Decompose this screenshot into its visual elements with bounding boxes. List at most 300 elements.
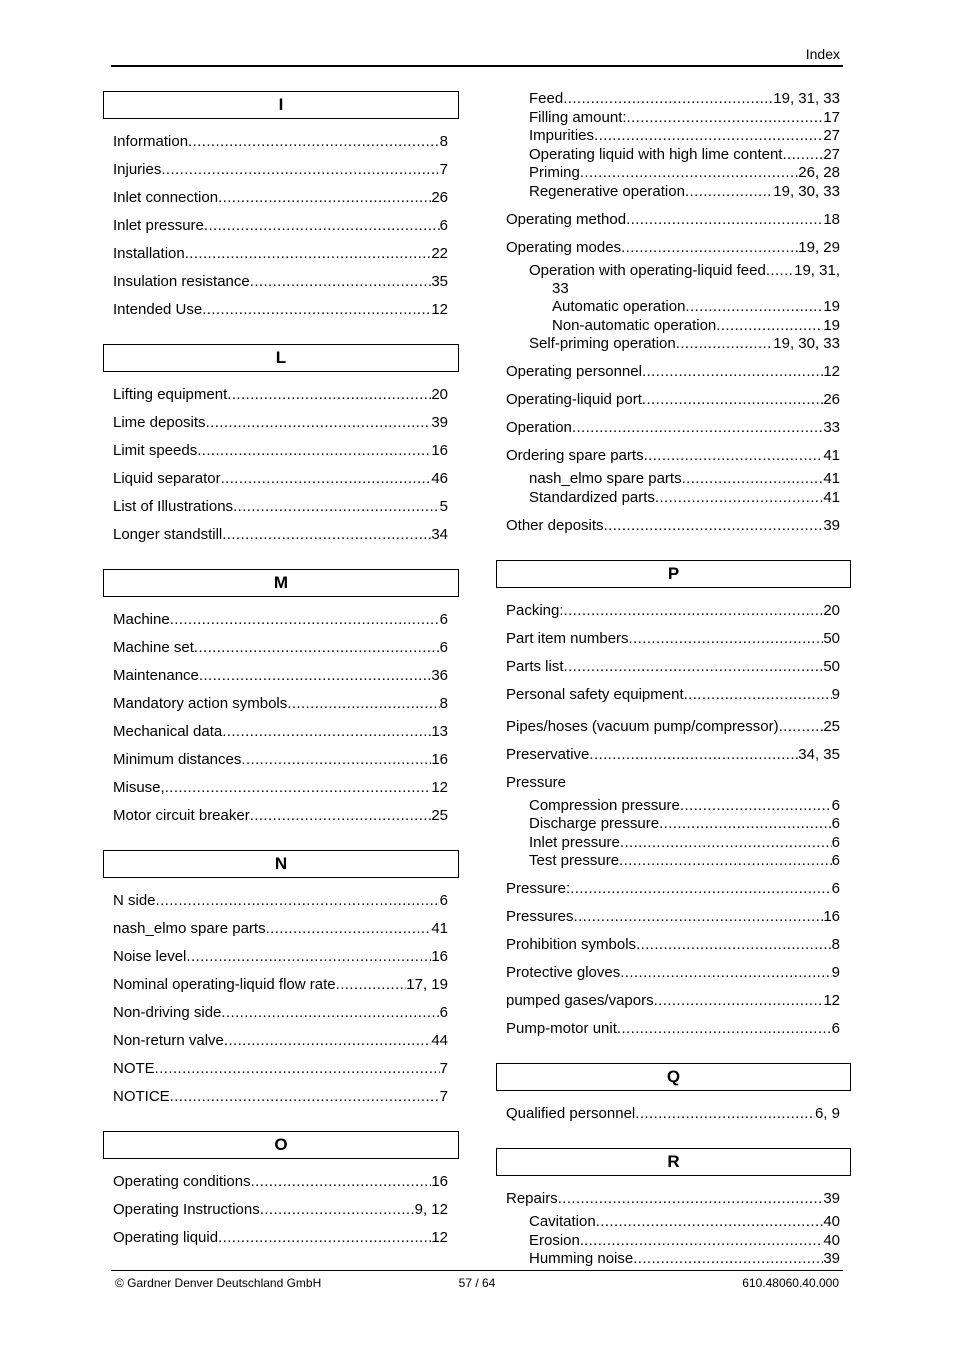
index-entry <box>103 414 459 432</box>
dot-leader <box>659 815 832 833</box>
dot-leader <box>194 639 440 657</box>
entry-term: Lime deposits <box>113 414 206 431</box>
entry-page-reference: 5 <box>439 498 448 515</box>
entry-page-reference: 19, 30, 33 <box>773 335 840 352</box>
entry-page-reference: 26, 28 <box>798 164 840 181</box>
entry-term: Priming <box>529 164 580 181</box>
index-entry <box>496 746 851 764</box>
entry-page-reference: 50 <box>823 629 840 647</box>
entry-term: Protective gloves <box>506 964 621 981</box>
entry-page-reference: 17 <box>823 108 840 126</box>
dot-leader <box>250 807 432 825</box>
entry-page-reference: 16 <box>431 751 448 768</box>
index-entry <box>496 391 851 409</box>
entry-page-reference: 12 <box>823 363 840 380</box>
dot-leader <box>685 298 823 316</box>
entry-term: Prohibition symbols <box>506 936 637 953</box>
index-entry <box>496 164 851 182</box>
entry-page-reference: 19, 31, 33 <box>773 90 840 107</box>
entry-term: pumped gases/vapors <box>506 992 654 1009</box>
dot-leader <box>626 211 823 229</box>
entry-term: NOTICE <box>113 1088 170 1105</box>
dot-leader <box>589 746 798 764</box>
entry-term: Misuse, <box>113 779 165 796</box>
entry-term: Automatic operation <box>552 298 686 315</box>
index-entry <box>103 920 459 938</box>
dot-leader <box>644 447 824 465</box>
dot-leader <box>596 1213 824 1231</box>
entry-page-reference: 39 <box>431 414 448 431</box>
entry-term: Non-automatic operation <box>552 316 717 334</box>
entry-term: Liquid separator <box>113 470 221 487</box>
index-section <box>103 91 459 319</box>
entry-page-reference: 46 <box>431 470 448 487</box>
entry-term: Operating-liquid port <box>506 391 642 408</box>
entry-page-reference: 39 <box>823 516 840 534</box>
dot-leader <box>584 1232 823 1250</box>
dot-leader <box>266 920 432 938</box>
index-entry <box>496 211 851 229</box>
index-entry <box>496 419 851 437</box>
index-entry <box>103 273 459 291</box>
index-entry <box>496 489 851 507</box>
dot-leader <box>156 892 440 910</box>
index-entry <box>496 90 851 108</box>
entry-term: Non-driving side <box>113 1004 222 1021</box>
dot-leader <box>594 127 823 145</box>
entry-term: nash_elmo spare parts <box>113 920 266 937</box>
dot-leader <box>619 852 832 870</box>
index-entry <box>496 262 851 280</box>
entry-page-reference: 12 <box>431 301 448 318</box>
dot-leader <box>233 498 440 516</box>
index-entry <box>496 447 851 465</box>
dot-leader <box>161 161 439 179</box>
entry-term: List of Illustrations <box>113 498 234 515</box>
dot-leader <box>165 779 432 797</box>
index-entry <box>103 639 459 657</box>
entry-page-reference: 6 <box>439 892 448 909</box>
index-section <box>496 1063 851 1123</box>
entry-page-reference: 26 <box>823 391 840 408</box>
entry-term: Inlet pressure <box>529 833 620 851</box>
index-section <box>103 344 459 544</box>
index-section <box>103 1131 459 1247</box>
dot-leader <box>682 470 824 488</box>
index-entry <box>496 936 851 954</box>
section-letter-heading: P <box>496 560 851 588</box>
index-entry <box>103 976 459 994</box>
entry-page-reference: 41 <box>823 447 840 464</box>
entry-page-reference: 9, 12 <box>414 1201 448 1218</box>
index-entry <box>496 127 851 145</box>
dot-leader <box>204 217 440 235</box>
index-entry <box>103 245 459 263</box>
dot-leader <box>564 658 824 676</box>
index-entry <box>103 807 459 825</box>
index-entry <box>103 1201 459 1219</box>
entry-page-reference: 13 <box>431 723 448 740</box>
index-entry <box>103 161 459 179</box>
entry-term: NOTE <box>113 1060 155 1077</box>
index-entry <box>496 964 851 982</box>
entry-page-reference: 39 <box>823 1190 840 1207</box>
index-entry <box>103 442 459 460</box>
dot-leader <box>620 964 831 982</box>
index-entry <box>103 1060 459 1078</box>
index-entry <box>496 1105 851 1123</box>
index-entry <box>496 470 851 488</box>
entry-page-reference: 16 <box>431 948 448 965</box>
index-entry <box>496 718 851 736</box>
dot-leader <box>221 1004 439 1022</box>
entry-page-reference: 19 <box>823 316 840 334</box>
dot-leader <box>680 797 832 815</box>
index-entry <box>496 834 851 852</box>
entry-term: Operating liquid <box>113 1229 219 1246</box>
entry-term: Operating personnel <box>506 363 642 380</box>
index-entry <box>103 723 459 741</box>
entry-term: Inlet pressure <box>113 217 204 234</box>
dot-leader <box>241 751 431 769</box>
entry-term: Impurities <box>529 127 595 144</box>
section-entries <box>496 1105 851 1123</box>
entry-term: Intended Use <box>113 301 203 318</box>
section-letter-heading: I <box>103 91 459 119</box>
entry-page-reference: 39 <box>823 1250 840 1267</box>
entry-page-reference: 9 <box>831 964 840 981</box>
entry-term: Discharge pressure <box>529 815 660 832</box>
entry-page-reference: 6 <box>831 833 840 851</box>
dot-leader <box>636 936 832 954</box>
entry-page-reference: 16 <box>431 1173 448 1190</box>
index-entry <box>103 470 459 488</box>
section-entries <box>103 133 459 319</box>
index-section <box>496 1148 851 1268</box>
dot-leader <box>685 183 773 201</box>
index-entry <box>103 301 459 319</box>
dot-leader <box>563 90 773 108</box>
index-entry <box>496 815 851 833</box>
dot-leader <box>185 245 432 263</box>
entry-page-reference: 41 <box>431 920 448 937</box>
entry-page-reference: 6 <box>439 639 448 656</box>
index-entry <box>103 948 459 966</box>
index-entry <box>496 363 851 381</box>
left-index-column <box>103 91 459 1247</box>
section-entries <box>496 602 851 1039</box>
entry-term: Pressure: <box>506 880 571 897</box>
dot-leader <box>170 611 440 629</box>
entry-term: Operating liquid with high lime content <box>529 145 783 163</box>
entry-term: Qualified personnel <box>506 1105 636 1122</box>
entry-page-reference: 34, 35 <box>798 745 840 763</box>
dot-leader <box>221 470 432 488</box>
dot-leader <box>779 718 824 736</box>
entry-term: Mandatory action symbols <box>113 695 288 712</box>
entry-page-reference: 6 <box>439 611 448 628</box>
dot-leader <box>227 386 431 404</box>
entry-term: Installation <box>113 245 185 262</box>
dot-leader <box>170 1088 440 1106</box>
index-entry <box>103 611 459 629</box>
section-letter-heading: M <box>103 569 459 597</box>
header-rule <box>111 65 843 67</box>
entry-page-reference: 27 <box>823 127 840 144</box>
entry-term: Pressure <box>506 773 567 791</box>
index-entry <box>103 526 459 544</box>
section-entries <box>496 90 851 535</box>
entry-page-reference: 34 <box>431 526 448 543</box>
entry-term: Injuries <box>113 161 162 178</box>
entry-page-reference: 6 <box>831 852 840 869</box>
entry-page-reference: 19, 30, 33 <box>773 182 840 200</box>
entry-term: Repairs <box>506 1190 558 1207</box>
entry-page-reference: 6 <box>439 217 448 234</box>
index-entry <box>103 498 459 516</box>
index-entry <box>103 189 459 207</box>
dot-leader <box>633 1250 823 1268</box>
index-entry <box>496 183 851 201</box>
entry-term: Part item numbers <box>506 629 629 647</box>
index-entry <box>496 146 851 164</box>
index-entry <box>496 908 851 926</box>
dot-leader <box>222 526 431 544</box>
entry-term: Operating method <box>506 210 627 228</box>
entry-page-reference: 8 <box>831 936 840 953</box>
entry-term: Cavitation <box>529 1213 596 1230</box>
entry-page-reference: 19, 31, <box>794 261 840 279</box>
entry-page-reference: 12 <box>431 779 448 796</box>
index-entry <box>496 658 851 676</box>
index-entry <box>496 317 851 335</box>
entry-page-reference: 7 <box>439 1088 448 1105</box>
entry-term: Insulation resistance <box>113 273 250 290</box>
entry-page-reference: 41 <box>823 488 840 506</box>
dot-leader <box>621 239 798 257</box>
entry-page-reference: 19, 29 <box>798 238 840 256</box>
dot-leader <box>197 442 431 460</box>
entry-term: Motor circuit breaker <box>113 807 250 824</box>
dot-leader <box>574 908 824 926</box>
index-entry <box>496 1213 851 1231</box>
dot-leader <box>655 489 823 507</box>
dot-leader <box>642 363 823 381</box>
index-entry <box>496 992 851 1010</box>
entry-term: Humming noise <box>529 1250 634 1267</box>
section-entries <box>496 1190 851 1268</box>
section-letter-heading: R <box>496 1148 851 1176</box>
entry-term: Filling amount: <box>529 108 627 126</box>
entry-page-reference: 44 <box>431 1032 448 1049</box>
entry-page-reference: 26 <box>431 189 448 206</box>
entry-term: nash_elmo spare parts <box>529 470 682 487</box>
section-entries <box>103 892 459 1106</box>
index-entry <box>103 751 459 769</box>
entry-page-reference: 8 <box>439 695 448 712</box>
index-entry <box>103 892 459 910</box>
entry-page-reference: 40 <box>823 1213 840 1230</box>
entry-page-reference: 8 <box>439 133 448 150</box>
dot-leader <box>627 109 824 127</box>
entry-page-reference: 27 <box>823 145 840 163</box>
index-entry <box>103 1229 459 1247</box>
dot-leader <box>155 1060 440 1078</box>
entry-page-reference: 16 <box>823 908 840 925</box>
dot-leader <box>564 602 824 620</box>
entry-term: Inlet connection <box>113 189 219 206</box>
dot-leader <box>336 976 407 994</box>
page-header-title: Index <box>805 46 840 62</box>
dot-leader <box>782 146 823 164</box>
entry-page-reference: 22 <box>431 245 448 262</box>
entry-term: Operating modes <box>506 238 622 256</box>
entry-page-continuation: 33 <box>552 279 569 297</box>
footer-rule <box>111 1270 843 1271</box>
entry-term: Pump-motor unit <box>506 1020 617 1037</box>
entry-page-reference: 17, 19 <box>406 976 448 993</box>
index-entry <box>496 686 851 704</box>
footer-document-number: 610.48060.40.000 <box>742 1276 839 1290</box>
index-entry <box>496 1250 851 1268</box>
entry-term: Non-return valve <box>113 1032 224 1049</box>
dot-leader <box>224 1032 431 1050</box>
dot-leader <box>222 723 431 741</box>
dot-leader <box>629 630 824 648</box>
index-entry <box>496 797 851 815</box>
entry-term: Parts list <box>506 657 564 675</box>
entry-term: Operating conditions <box>113 1173 251 1190</box>
section-entries <box>103 611 459 825</box>
entry-term: Feed <box>529 90 564 107</box>
index-entry <box>103 217 459 235</box>
dot-leader <box>570 880 831 898</box>
dot-leader <box>580 164 798 182</box>
dot-leader <box>218 189 431 207</box>
entry-page-reference: 12 <box>823 992 840 1009</box>
dot-leader <box>766 262 794 280</box>
index-entry <box>496 298 851 316</box>
dot-leader <box>604 517 824 535</box>
entry-term: Regenerative operation <box>529 182 685 200</box>
dot-leader <box>199 667 431 685</box>
entry-page-reference: 12 <box>431 1229 448 1246</box>
index-entry <box>496 774 851 792</box>
dot-leader <box>716 317 823 335</box>
entry-page-reference: 9 <box>831 685 840 703</box>
entry-term: Packing: <box>506 601 564 619</box>
entry-term: Nominal operating-liquid flow rate <box>113 976 336 993</box>
index-entry <box>496 880 851 898</box>
index-entry <box>103 1173 459 1191</box>
index-section <box>496 560 851 1039</box>
section-letter-heading: Q <box>496 1063 851 1091</box>
entry-term: Personal safety equipment <box>506 685 684 703</box>
dot-leader <box>558 1190 824 1208</box>
entry-term: Noise level <box>113 948 187 965</box>
entry-term: Machine <box>113 611 170 628</box>
section-entries <box>103 386 459 544</box>
entry-term: Information <box>113 133 189 150</box>
dot-leader <box>202 301 431 319</box>
entry-term: Compression pressure <box>529 796 680 814</box>
entry-page-reference: 35 <box>431 273 448 290</box>
entry-page-reference: 7 <box>439 1060 448 1077</box>
entry-term: Self-priming operation <box>529 335 676 352</box>
entry-page-reference: 20 <box>431 386 448 403</box>
dot-leader <box>684 686 832 704</box>
index-entry <box>496 1020 851 1038</box>
entry-page-reference: 6 <box>831 1020 840 1037</box>
index-entry <box>496 852 851 870</box>
index-entry <box>103 1088 459 1106</box>
index-entry <box>103 133 459 151</box>
dot-leader <box>620 834 832 852</box>
entry-page-reference: 25 <box>431 807 448 824</box>
index-entry <box>496 602 851 620</box>
index-entry <box>496 335 851 353</box>
entry-page-reference: 41 <box>823 470 840 487</box>
section-letter-heading: L <box>103 344 459 372</box>
entry-term: Other deposits <box>506 516 604 534</box>
entry-term: Operation <box>506 419 572 436</box>
section-entries <box>103 1173 459 1247</box>
index-entry <box>103 695 459 713</box>
entry-page-reference: 6, 9 <box>814 1105 840 1122</box>
entry-term: Test pressure <box>529 852 620 869</box>
index-entry <box>496 517 851 535</box>
entry-term: Pipes/hoses (vacuum pump/compressor) <box>506 717 779 735</box>
entry-term: Machine set <box>113 639 194 656</box>
dot-leader <box>642 391 823 409</box>
entry-term: Lifting equipment <box>113 386 228 403</box>
index-entry <box>496 1190 851 1208</box>
right-index-column <box>496 90 851 1268</box>
index-entry <box>103 1004 459 1022</box>
entry-term: Limit speeds <box>113 442 198 459</box>
dot-leader <box>250 273 432 291</box>
index-entry <box>496 239 851 257</box>
dot-leader <box>287 695 439 713</box>
index-entry <box>103 779 459 797</box>
entry-page-reference: 25 <box>823 717 840 735</box>
entry-page-reference: 16 <box>431 442 448 459</box>
entry-page-reference: 20 <box>823 601 840 619</box>
index-entry <box>103 1032 459 1050</box>
dot-leader <box>251 1173 432 1191</box>
entry-term: Erosion. <box>529 1231 585 1249</box>
dot-leader <box>260 1201 415 1219</box>
dot-leader <box>218 1229 431 1247</box>
index-entry <box>496 630 851 648</box>
dot-leader <box>186 948 431 966</box>
entry-page-reference: 6 <box>831 880 840 897</box>
entry-term: Operating Instructions <box>113 1201 260 1218</box>
dot-leader <box>635 1105 815 1123</box>
footer-copyright: © Gardner Denver Deutschland GmbH <box>115 1276 322 1290</box>
entry-term: Minimum distances <box>113 751 242 768</box>
dot-leader <box>206 414 432 432</box>
index-section <box>103 850 459 1106</box>
dot-leader <box>654 992 824 1010</box>
index-entry <box>103 386 459 404</box>
entry-term: Pressures <box>506 908 574 925</box>
entry-term: Ordering spare parts <box>506 447 644 464</box>
entry-page-reference: 6 <box>831 815 840 832</box>
entry-term: N side <box>113 892 156 909</box>
entry-page-reference: 50 <box>823 657 840 675</box>
entry-term: Operation with operating-liquid feed <box>529 261 766 279</box>
